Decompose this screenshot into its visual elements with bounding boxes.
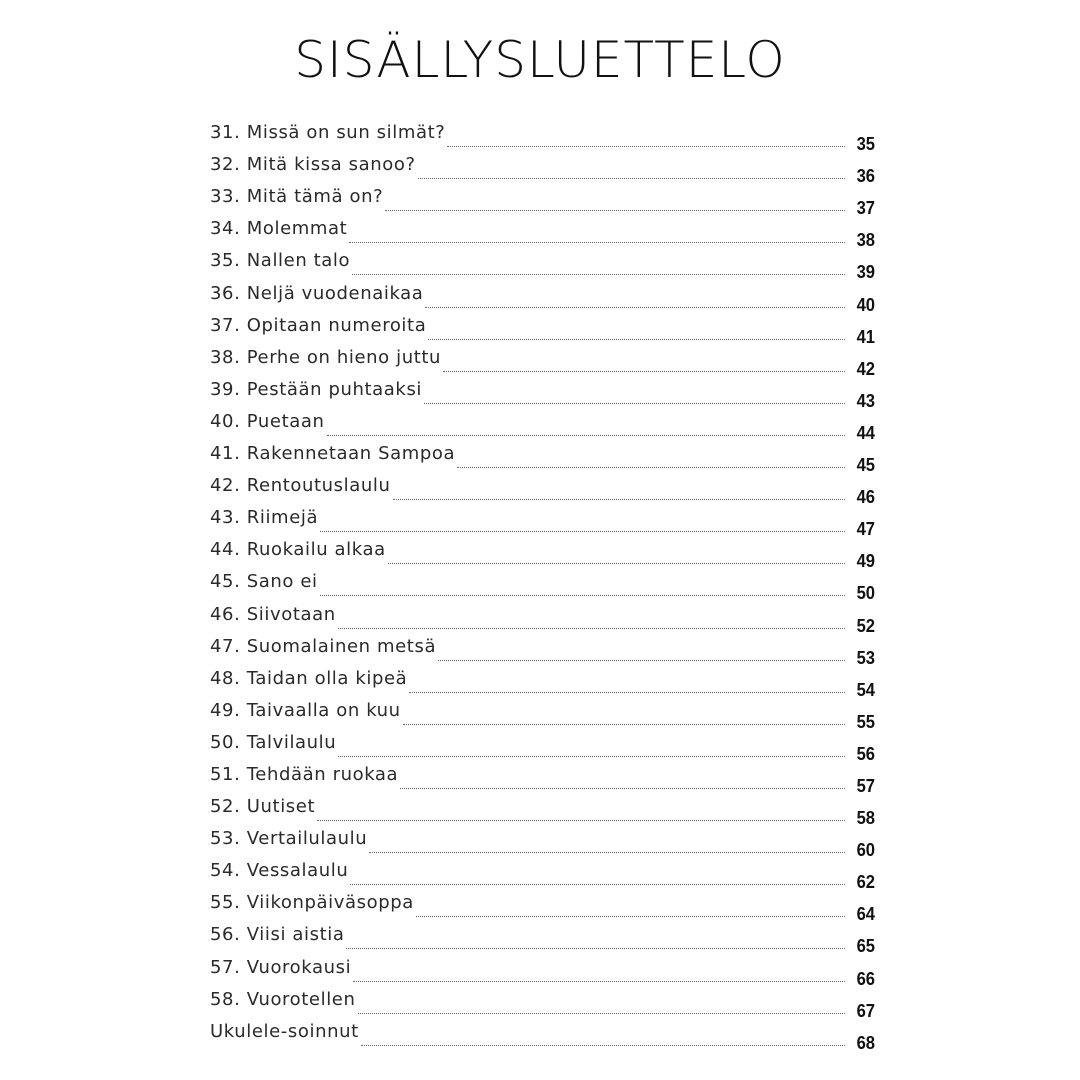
toc-entry-label: 48. Taidan olla kipeä: [210, 667, 408, 689]
toc-entry[interactable]: [210, 758, 875, 796]
toc-entry-page-number: 68: [856, 1032, 875, 1053]
toc-entry-page-number: 42: [856, 358, 875, 379]
dot-leader: [320, 595, 845, 596]
toc-entry-page-number: 65: [856, 936, 875, 957]
dot-leader: [369, 852, 845, 853]
toc-entry-page-number: 60: [856, 840, 875, 861]
dot-leader: [443, 371, 845, 372]
toc-entry[interactable]: [210, 341, 875, 379]
dot-leader: [349, 242, 845, 243]
toc-entry[interactable]: [210, 662, 875, 700]
toc-entry-label: 55. Viikonpäiväsoppa: [210, 892, 414, 914]
toc-entry[interactable]: [210, 212, 875, 251]
dot-leader: [428, 339, 845, 340]
dot-leader: [346, 948, 845, 949]
toc-entry-page-number: 47: [856, 519, 875, 540]
toc-entry-label: 44. Ruokailu alkaa: [210, 539, 386, 561]
toc-entry[interactable]: [210, 405, 875, 443]
dot-leader: [425, 307, 845, 308]
toc-entry-label: 52. Uutiset: [210, 796, 316, 818]
toc-entry-page-number: 55: [856, 711, 875, 732]
dot-leader: [385, 210, 845, 211]
toc-entry-page-number: 39: [856, 262, 875, 283]
toc-entry[interactable]: [210, 726, 875, 764]
toc-entry[interactable]: [210, 116, 875, 155]
toc-entry-label: 51. Tehdään ruokaa: [210, 763, 399, 785]
dot-leader: [320, 531, 845, 532]
toc-entry[interactable]: [210, 276, 875, 315]
dot-leader: [403, 724, 845, 725]
dot-leader: [353, 981, 845, 982]
toc-entry-page-number: 46: [856, 487, 875, 508]
dot-leader: [416, 916, 845, 917]
dot-leader: [358, 1013, 846, 1014]
toc-entry-page-number: 66: [856, 968, 875, 989]
dot-leader: [457, 467, 845, 468]
toc-entry-label: 54. Vessalaulu: [210, 860, 349, 882]
toc-entry-label: 43. Riimejä: [210, 507, 319, 529]
toc-entry-label: 39. Pestään puhtaaksi: [210, 378, 423, 400]
dot-leader: [350, 884, 845, 885]
page-title: SISÄLLYSLUETTELO: [294, 31, 786, 89]
toc-entry-page-number: 50: [856, 583, 875, 604]
toc-entry-label: 58. Vuorotellen: [210, 988, 356, 1010]
toc-entry-page-number: 64: [856, 904, 875, 925]
toc-entry-label: 32. Mitä kissa sanoo?: [210, 154, 416, 176]
toc-entry-label: 36. Neljä vuodenaikaa: [210, 282, 424, 304]
toc-entry[interactable]: [210, 437, 875, 476]
dot-leader: [393, 499, 846, 500]
toc-entry-label: 40. Puetaan: [210, 410, 325, 432]
toc-entry-label: 42. Rentoutuslaulu: [210, 475, 391, 497]
dot-leader: [361, 1045, 845, 1046]
toc-entry-page-number: 45: [856, 455, 875, 476]
toc-entry-page-number: 38: [856, 230, 875, 251]
toc-entry[interactable]: [210, 630, 875, 668]
dot-leader: [418, 178, 845, 179]
toc-entry[interactable]: [210, 983, 875, 1021]
toc-entry-label: 50. Talvilaulu: [210, 731, 337, 753]
toc-entry[interactable]: [210, 244, 875, 283]
toc-entry[interactable]: [210, 886, 875, 925]
toc-entry[interactable]: [210, 1015, 875, 1053]
toc-entry-label: 45. Sano ei: [210, 571, 318, 593]
toc-entry[interactable]: [210, 533, 875, 572]
dot-leader: [424, 403, 845, 404]
toc-entry-label: 49. Taivaalla on kuu: [210, 699, 401, 721]
toc-entry[interactable]: [210, 309, 875, 347]
dot-leader: [388, 563, 845, 564]
toc-entry-page-number: 40: [856, 294, 875, 315]
toc-entry-label: 37. Opitaan numeroita: [210, 314, 427, 336]
toc-entry-label: 57. Vuorokausi: [210, 956, 352, 978]
toc-entry-page-number: 49: [856, 551, 875, 572]
dot-leader: [317, 820, 845, 821]
toc-entry[interactable]: [210, 148, 875, 187]
toc-entry[interactable]: [210, 373, 875, 411]
toc-entry-page-number: 58: [856, 808, 875, 829]
toc-entry-page-number: 56: [856, 743, 875, 764]
toc-entry[interactable]: [210, 950, 875, 989]
toc-entry-label: 38. Perhe on hieno juttu: [210, 346, 442, 368]
toc-entry-label: 46. Siivotaan: [210, 603, 336, 625]
dot-leader: [400, 788, 845, 789]
toc-entry-label: 56. Viisi aistia: [210, 924, 345, 946]
toc-entry-page-number: 43: [856, 390, 875, 411]
toc-entry-page-number: 54: [856, 679, 875, 700]
toc-entry[interactable]: [210, 790, 875, 829]
toc-entry[interactable]: [210, 180, 875, 219]
dot-leader: [327, 435, 846, 436]
toc-entry-page-number: 36: [856, 166, 875, 187]
toc-entry-label: 31. Missä on sun silmät?: [210, 122, 446, 144]
toc-entry[interactable]: [210, 565, 875, 604]
toc-entry-page-number: 37: [856, 198, 875, 219]
toc-entry-page-number: 52: [856, 615, 875, 636]
toc-entry-label: 53. Vertailulaulu: [210, 828, 368, 850]
toc-entry[interactable]: [210, 918, 875, 957]
dot-leader: [409, 692, 845, 693]
toc-entry[interactable]: [210, 501, 875, 540]
dot-leader: [438, 660, 845, 661]
dot-leader: [447, 146, 845, 147]
dot-leader: [338, 628, 845, 629]
toc-entry-page-number: 57: [856, 775, 875, 796]
toc-entry[interactable]: [210, 854, 875, 893]
toc-entry-label: 35. Nallen talo: [210, 250, 351, 272]
toc-entry-page-number: 62: [856, 872, 875, 893]
toc-entry-page-number: 67: [856, 1000, 875, 1021]
toc-entry-page-number: 41: [856, 326, 875, 347]
toc-entry[interactable]: [210, 469, 875, 508]
toc-entry-label: 34. Molemmat: [210, 218, 348, 240]
dot-leader: [338, 756, 845, 757]
toc-entry-label: Ukulele-soinnut: [210, 1020, 359, 1042]
toc-entry[interactable]: [210, 822, 875, 861]
toc-entry-page-number: 53: [856, 647, 875, 668]
toc-list: [210, 116, 875, 1053]
toc-entry-label: 33. Mitä tämä on?: [210, 186, 384, 208]
toc-entry[interactable]: [210, 597, 875, 636]
toc-entry-page-number: 35: [856, 134, 875, 155]
toc-entry-label: 47. Suomalainen metsä: [210, 635, 437, 657]
toc-entry-page-number: 44: [856, 422, 875, 443]
toc-entry[interactable]: [210, 694, 875, 732]
dot-leader: [352, 274, 845, 275]
toc-entry-label: 41. Rakennetaan Sampoa: [210, 443, 456, 465]
